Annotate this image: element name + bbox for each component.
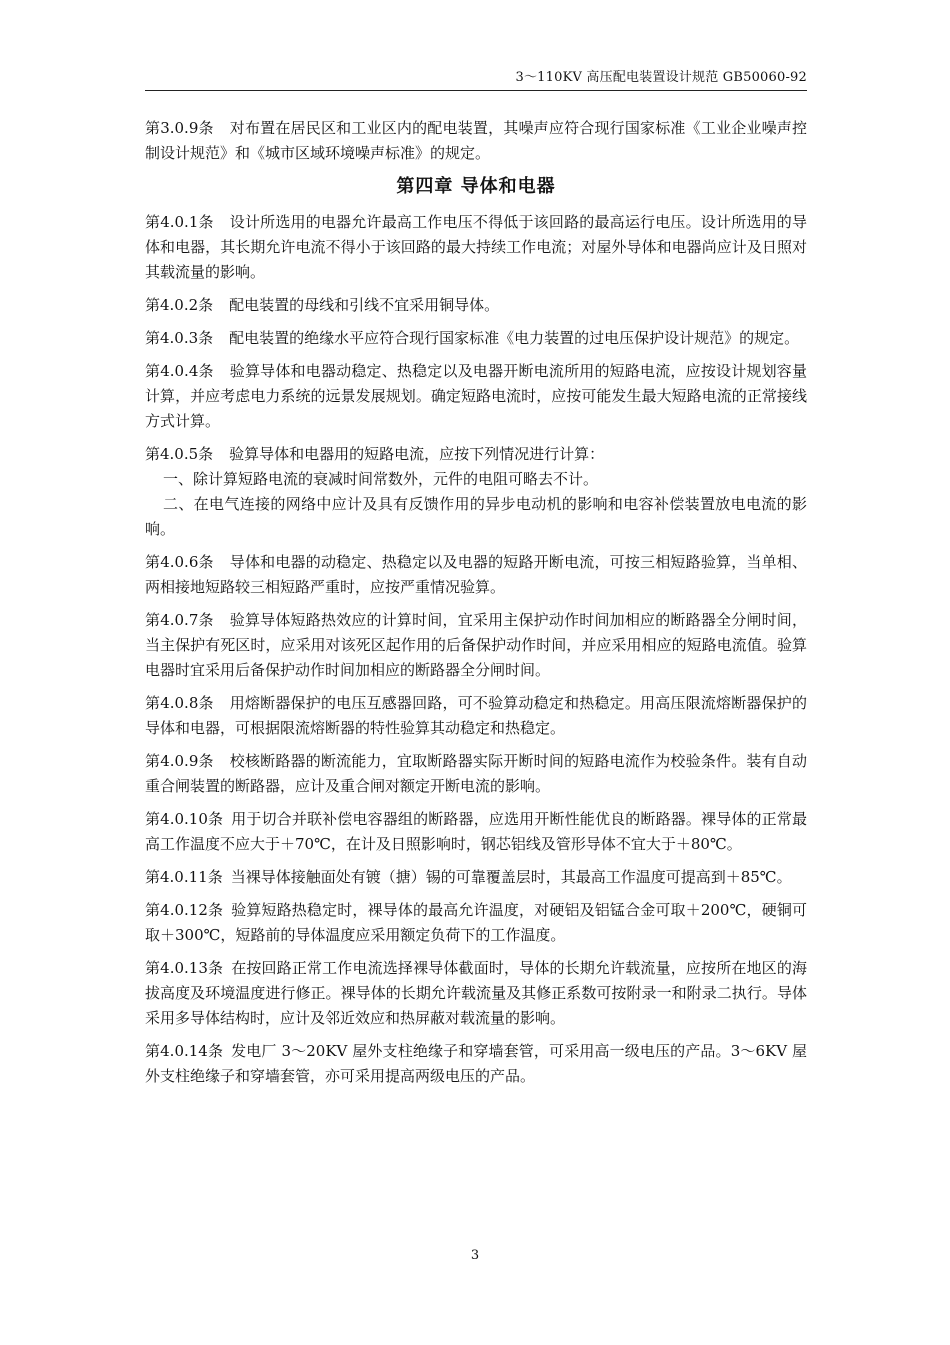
clause-text: 用于切合并联补偿电容器组的断路器，应选用开断性能优良的断路器。裸导体的正常最高工作温度不应大于＋70℃，在计及日照影响时，钢芯铝线及管形导体不宜大于＋80℃。 [145,810,807,853]
clause-4-0-9 [145,749,807,799]
clause-item: 一、除计算短路电流的衰减时间常数外，元件的电阻可略去不计。 [163,470,599,488]
clause-4-0-6 [145,550,807,600]
clause-4-0-1 [145,210,807,285]
clause-3-0-9 [145,116,807,166]
clause-number: 第4.0.9条 [145,752,214,770]
page-header: 3～110KV 高压配电装置设计规范 GB50060-92 [145,66,807,91]
clause-number: 第4.0.1条 [145,213,214,231]
clause-text: 在按回路正常工作电流选择裸导体截面时，导体的长期允许载流量，应按所在地区的海拔高度及环境温度进行修正。裸导体的长期允许载流量及其修正系数可按附录一和附录二执行。导体采用多导体结构时，应计及邻近效应和热屏蔽对载流量的影响。 [145,959,807,1027]
clause-text: 验算导体和电器用的短路电流，应按下列情况进行计算： [229,445,605,463]
clause-4-0-11 [145,865,807,890]
clause-number: 第4.0.10条 [145,810,224,828]
clause-4-0-2 [145,293,807,318]
clause-text: 校核断路器的断流能力，宜取断路器实际开断时间的短路电流作为校验条件。装有自动重合闸装置的断路器，应计及重合闸对额定开断电流的影响。 [145,752,807,795]
clause-4-0-5 [145,442,807,467]
clause-number: 第4.0.7条 [145,611,214,629]
clause-number: 第4.0.12条 [145,901,224,919]
document-body [145,116,807,1097]
page-number: 3 [470,1248,480,1263]
clause-4-0-14 [145,1039,807,1089]
clause-4-0-8 [145,691,807,741]
clause-number: 第4.0.6条 [145,553,214,571]
clause-4-0-13 [145,956,807,1031]
clause-number: 第4.0.11条 [145,868,223,886]
clause-text: 用熔断器保护的电压互感器回路，可不验算动稳定和热稳定。用高压限流熔断器保护的导体和电器，可根据限流熔断器的特性验算其动稳定和热稳定。 [145,694,807,737]
clause-number: 第4.0.14条 [145,1042,224,1060]
clause-number: 第4.0.3条 [145,329,214,347]
clause-4-0-10 [145,807,807,857]
clause-number: 第4.0.4条 [145,362,214,380]
clause-text: 验算导体和电器动稳定、热稳定以及电器开断电流所用的短路电流，应按设计规划容量计算，并应考虑电力系统的远景发展规划。确定短路电流时，应按可能发生最大短路电流的正常接线方式计算。 [145,362,807,430]
clause-4-0-7 [145,608,807,683]
clause-text: 配电装置的绝缘水平应符合现行国家标准《电力装置的过电压保护设计规范》的规定。 [229,329,800,347]
clause-4-0-4 [145,359,807,434]
clause-text: 验算导体短路热效应的计算时间，宜采用主保护动作时间加相应的断路器全分闸时间，当主保护有死区时，应采用对该死区起作用的后备保护动作时间，并应采用相应的短路电流值。验算电器时宜采用后备保护动作时间加相应的断路器全分闸时间。 [145,611,807,679]
clause-number: 第4.0.8条 [145,694,214,712]
clause-number: 第4.0.2条 [145,296,214,314]
clause-text: 发电厂 3～20KV 屋外支柱绝缘子和穿墙套管，可采用高一级电压的产品。3～6KV 屋外支柱绝缘子和穿墙套管，亦可采用提高两级电压的产品。 [145,1042,807,1085]
clause-4-0-12 [145,898,807,948]
clause-number: 第4.0.13条 [145,959,224,977]
clause-number: 第4.0.5条 [145,445,214,463]
clause-text: 配电装置的母线和引线不宜采用铜导体。 [229,296,500,314]
clause-text: 对布置在居民区和工业区内的配电装置，其噪声应符合现行国家标准《工业企业噪声控制设计规范》和《城市区域环境噪声标准》的规定。 [145,119,807,162]
clause-number: 第3.0.9条 [145,119,214,137]
clause-item: 二、在电气连接的网络中应计及具有反馈作用的异步电动机的影响和电容补偿装置放电电流的影响。 [145,495,807,538]
clause-text: 设计所选用的电器允许最高工作电压不得低于该回路的最高运行电压。设计所选用的导体和电器，其长期允许电流不得小于该回路的最大持续工作电流；对屋外导体和电器尚应计及日照对其载流量的影响。 [145,213,807,281]
chapter-title: 第四章 导体和电器 [396,176,556,197]
clause-text: 导体和电器的动稳定、热稳定以及电器的短路开断电流，可按三相短路验算，当单相、两相接地短路较三相短路严重时，应按严重情况验算。 [145,553,807,596]
clause-4-0-3 [145,326,807,351]
clause-text: 验算短路热稳定时，裸导体的最高允许温度，对硬铝及铝锰合金可取＋200℃，硬铜可取＋300℃，短路前的导体温度应采用额定负荷下的工作温度。 [145,901,807,944]
clause-text: 当裸导体接触面处有镀（搪）锡的可靠覆盖层时，其最高工作温度可提高到＋85℃。 [230,868,792,886]
